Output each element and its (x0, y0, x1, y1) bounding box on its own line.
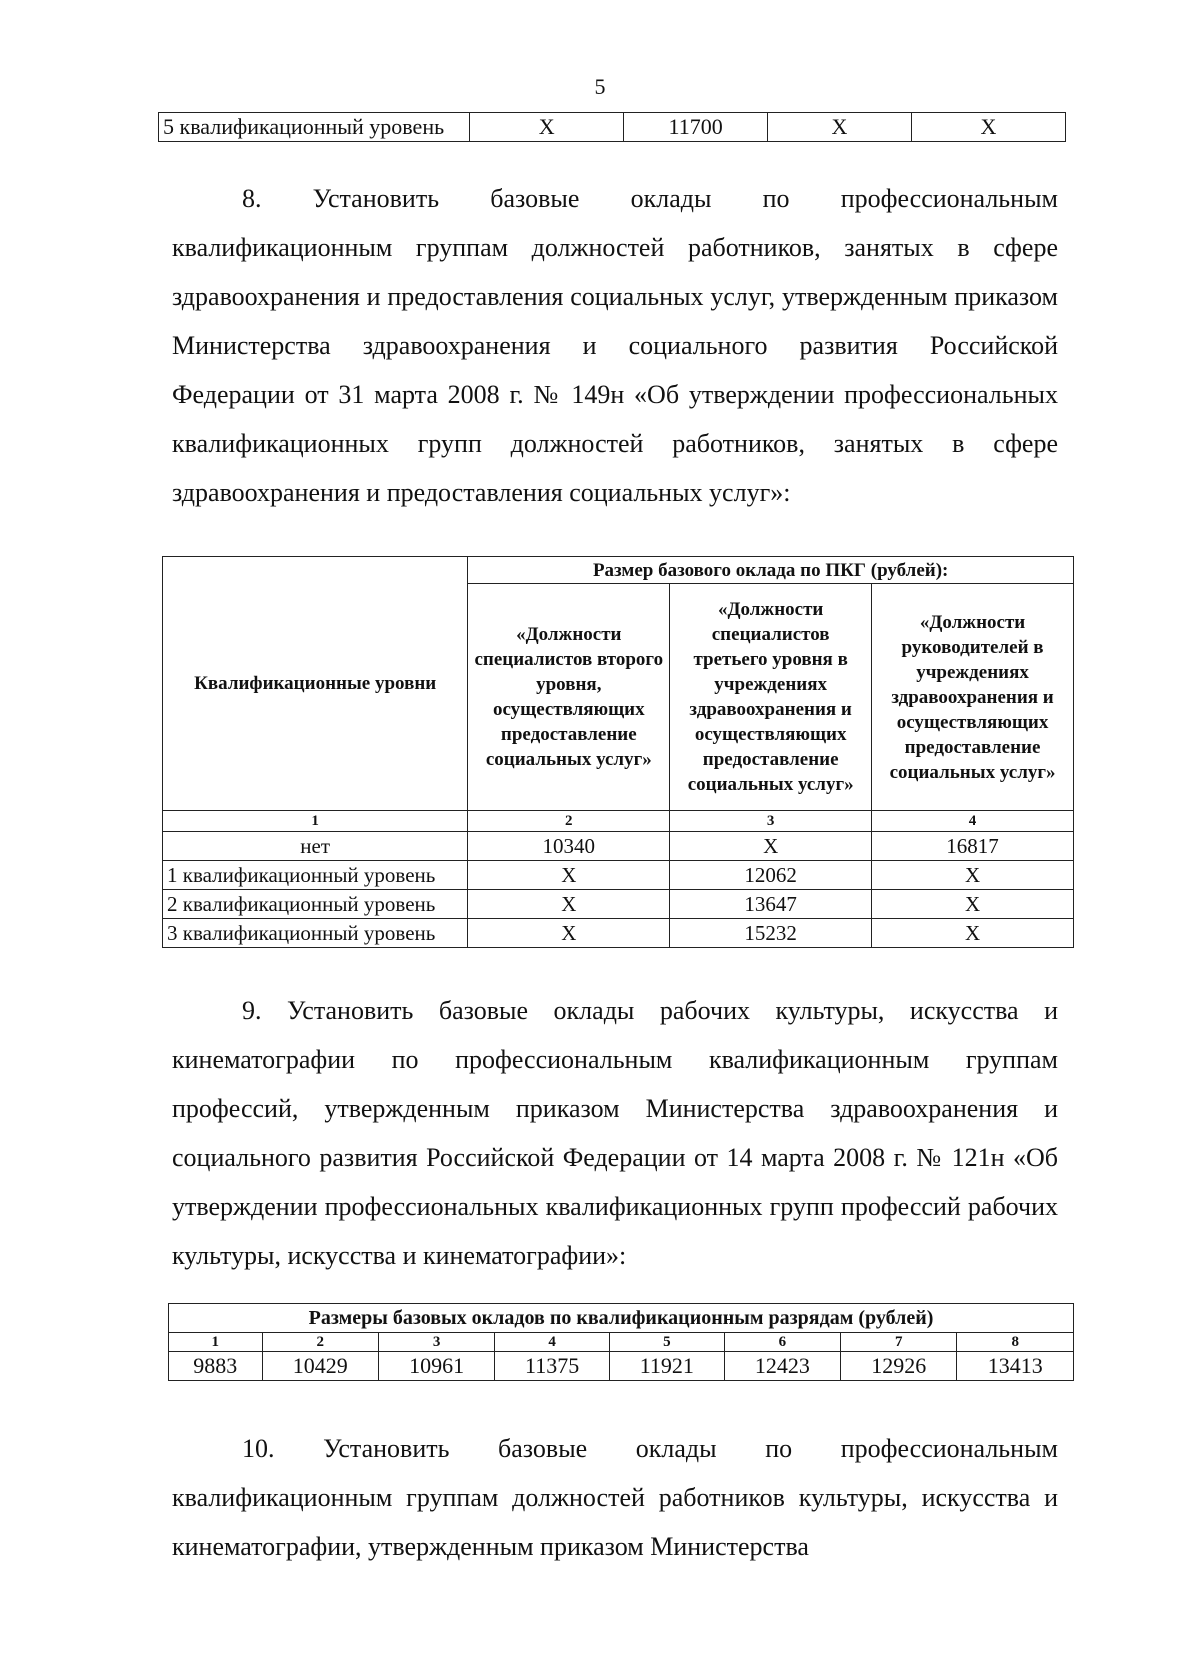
table-cell: Х (768, 113, 912, 142)
column-header: Квалификационные уровни (163, 557, 468, 811)
table-cell: 10961 (378, 1352, 494, 1381)
table-cell: 9883 (169, 1352, 263, 1381)
table-cell: Х (468, 919, 670, 948)
column-number-row (163, 811, 1074, 832)
table-row (163, 890, 1074, 919)
grade-number: 6 (724, 1333, 840, 1352)
table-row (163, 919, 1074, 948)
paragraph-9 (172, 986, 1058, 1280)
table-cell: 1 квалификационный уровень (163, 861, 468, 890)
paragraph-8 (172, 174, 1058, 517)
table-cell: 11921 (609, 1352, 724, 1381)
table-cell: Х (670, 832, 872, 861)
column-number: 4 (872, 811, 1074, 832)
table-9 (168, 1303, 1074, 1381)
table-header-row (163, 557, 1074, 584)
table-cell: Х (470, 113, 624, 142)
table-cell: 15232 (670, 919, 872, 948)
table-cell: 13413 (957, 1352, 1074, 1381)
paragraph-text: 9. Установить базовые оклады рабочих культуры, искусства и кинематографии по профессиональным квалификационным группам профессий, утвержденным приказом Министерства здравоохранения и социального развития Российской Федерации от 14 марта 2008 г. № 121н «Об утверждении профессиональных квалификационных групп профессий рабочих культуры, искусства и кинематографии»: (172, 996, 1058, 1270)
column-header: «Должности специалистов третьего уровня в учреждениях здравоохранения и осуществляющих предоставление социальных услуг» (670, 584, 872, 811)
table-cell: нет (163, 832, 468, 861)
grade-number: 7 (841, 1333, 957, 1352)
table-cell: 13647 (670, 890, 872, 919)
grade-number-row (169, 1333, 1074, 1352)
table-cell: 10340 (468, 832, 670, 861)
table-cell: 12926 (841, 1352, 957, 1381)
table-cell: 5 квалификационный уровень (159, 113, 470, 142)
table-cell: 16817 (872, 832, 1074, 861)
table-8 (162, 556, 1074, 948)
table-cell: Х (468, 861, 670, 890)
table-row (159, 113, 1066, 142)
column-header: «Должности руководителей в учреждениях здравоохранения и осуществляющих предоставление социальных услуг» (872, 584, 1074, 811)
table-cell: 2 квалификационный уровень (163, 890, 468, 919)
table-cell: Х (872, 890, 1074, 919)
table-cell: 3 квалификационный уровень (163, 919, 468, 948)
table-row (163, 861, 1074, 890)
table-cell: Х (872, 861, 1074, 890)
table-row (169, 1352, 1074, 1381)
column-number: 1 (163, 811, 468, 832)
grade-number: 2 (262, 1333, 378, 1352)
grade-number: 5 (609, 1333, 724, 1352)
table-header: Размеры базовых окладов по квалификационным разрядам (рублей) (169, 1304, 1074, 1333)
table-cell: 11700 (624, 113, 768, 142)
top-table (158, 112, 1066, 142)
table-cell: 11375 (495, 1352, 610, 1381)
table-header-row (169, 1304, 1074, 1333)
grade-number: 1 (169, 1333, 263, 1352)
table-cell: Х (911, 113, 1065, 142)
table-cell: Х (872, 919, 1074, 948)
table-cell: 12062 (670, 861, 872, 890)
page-number: 5 (594, 74, 606, 99)
table-cell: 12423 (724, 1352, 840, 1381)
paragraph-text: 10. Установить базовые оклады по профессиональным квалификационным группам должностей работников культуры, искусства и кинематографии, утвержденным приказом Министерства (172, 1434, 1058, 1561)
grade-number: 8 (957, 1333, 1074, 1352)
table-row (163, 832, 1074, 861)
table-cell: 10429 (262, 1352, 378, 1381)
table-cell: Х (468, 890, 670, 919)
column-header: «Должности специалистов второго уровня, осуществляющих предоставление социальных услуг» (468, 584, 670, 811)
group-header: Размер базового оклада по ПКГ (рублей): (468, 557, 1074, 584)
paragraph-10 (172, 1424, 1058, 1571)
grade-number: 3 (378, 1333, 494, 1352)
column-number: 2 (468, 811, 670, 832)
grade-number: 4 (495, 1333, 610, 1352)
paragraph-text: 8. Установить базовые оклады по профессиональным квалификационным группам должностей работников, занятых в сфере здравоохранения и предоставления социальных услуг, утвержденным приказом Министерства здравоохранения и социального развития Российской Федерации от 31 марта 2008 г. № 149н «Об утверждении профессиональных квалификационных групп должностей работников, занятых в сфере здравоохранения и предоставления социальных услуг»: (172, 184, 1058, 507)
column-number: 3 (670, 811, 872, 832)
